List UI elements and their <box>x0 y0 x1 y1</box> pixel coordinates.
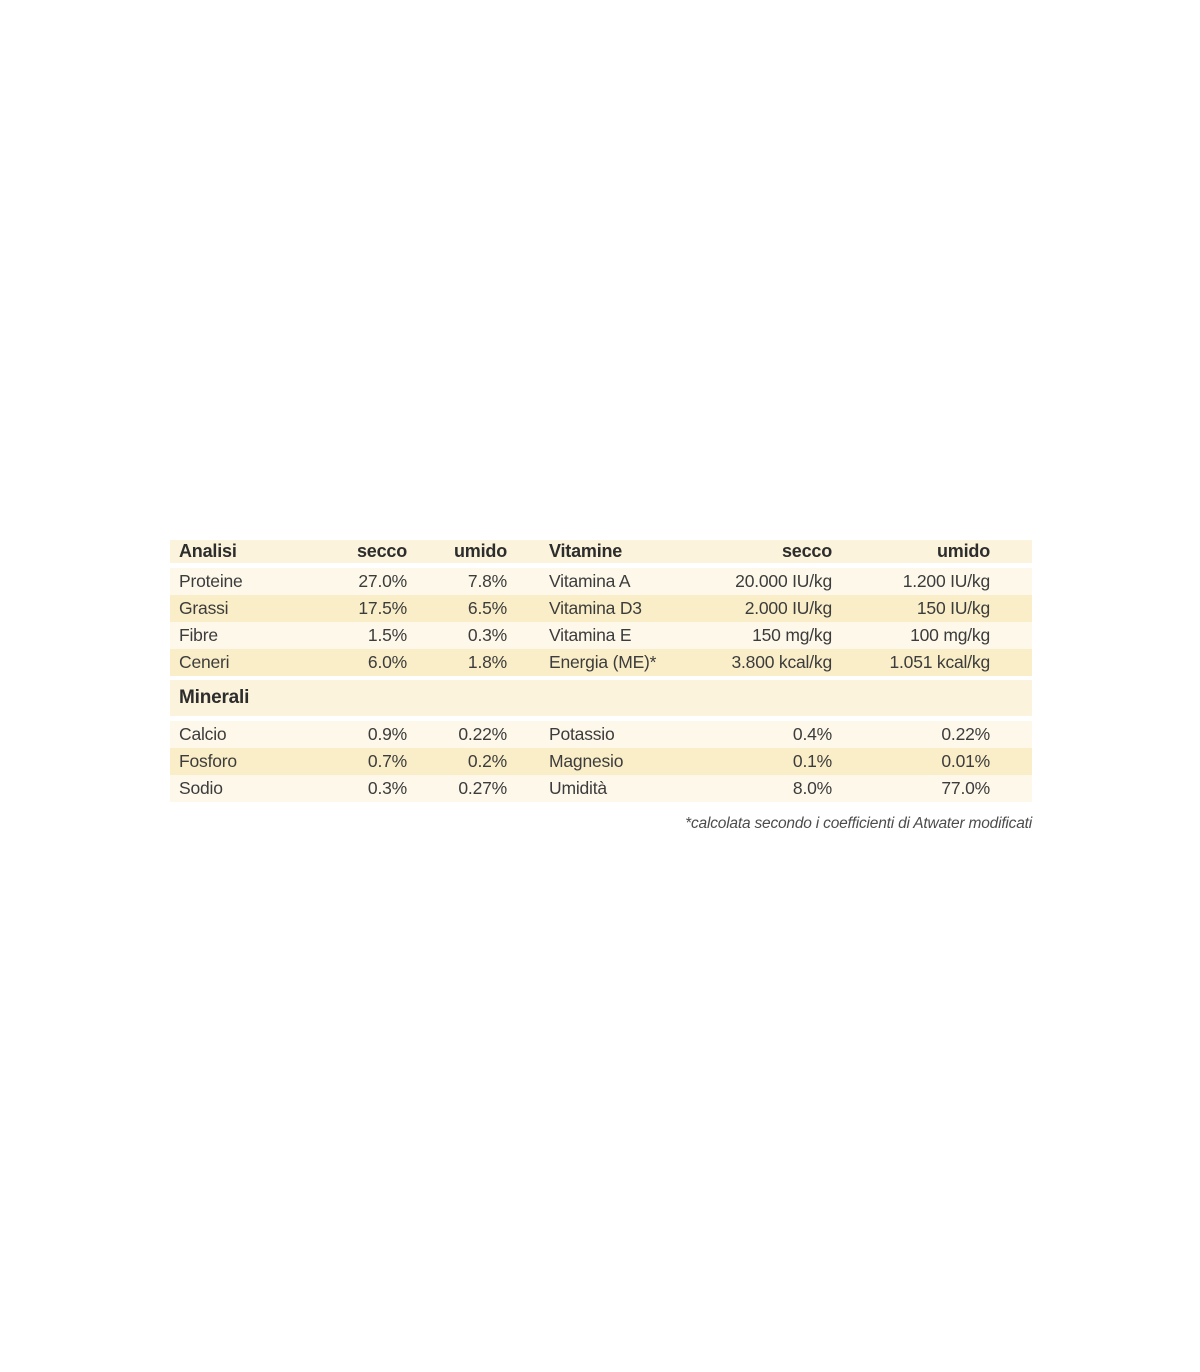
umido-value-right: 100 mg/kg <box>910 625 990 645</box>
column-header-umido-right: umido <box>937 541 990 561</box>
secco-value-right: 150 mg/kg <box>752 625 832 645</box>
umido-value: 0.27% <box>458 778 507 798</box>
table-row-sodio <box>170 775 1032 802</box>
row-label: Fibre <box>179 625 218 645</box>
row-label: Calcio <box>179 724 227 744</box>
secco-value: 6.0% <box>367 652 407 672</box>
table-header-row <box>170 540 1032 563</box>
column-header-secco-right: secco <box>781 541 832 561</box>
umido-value: 1.8% <box>467 652 507 672</box>
table-row-proteine <box>170 568 1032 595</box>
row-label-right: Vitamina D3 <box>549 598 642 618</box>
nutrition-table <box>170 540 1032 833</box>
section-title: Minerali <box>179 687 250 708</box>
secco-value-right: 3.800 kcal/kg <box>731 652 832 672</box>
table-row-fibre <box>170 622 1032 649</box>
umido-value-right: 77.0% <box>941 778 990 798</box>
table-row-grassi <box>170 595 1032 622</box>
umido-value-right: 0.01% <box>941 751 990 771</box>
secco-value: 0.9% <box>367 724 407 744</box>
secco-value-right: 0.4% <box>792 724 832 744</box>
row-label: Proteine <box>179 571 243 591</box>
row-label-right: Umidità <box>549 778 607 798</box>
umido-value-right: 1.051 kcal/kg <box>889 652 990 672</box>
secco-value: 0.7% <box>367 751 407 771</box>
row-label-right: Magnesio <box>549 751 624 771</box>
row-label-right: Potassio <box>549 724 615 744</box>
table-row-calcio <box>170 721 1032 748</box>
umido-value: 0.3% <box>467 625 507 645</box>
umido-value-right: 0.22% <box>941 724 990 744</box>
minerali-section-header <box>170 680 1032 716</box>
row-label: Fosforo <box>179 751 237 771</box>
secco-value-right: 0.1% <box>792 751 832 771</box>
umido-value-right: 150 IU/kg <box>916 598 990 618</box>
row-label-right: Vitamina A <box>549 571 631 591</box>
secco-value: 17.5% <box>358 598 407 618</box>
secco-value-right: 2.000 IU/kg <box>744 598 832 618</box>
row-label-right: Vitamina E <box>549 625 632 645</box>
table-row-fosforo <box>170 748 1032 775</box>
secco-value: 1.5% <box>367 625 407 645</box>
row-label: Ceneri <box>179 652 230 672</box>
umido-value: 0.22% <box>458 724 507 744</box>
secco-value: 27.0% <box>358 571 407 591</box>
column-header-secco-left: secco <box>356 541 407 561</box>
umido-value-right: 1.200 IU/kg <box>902 571 990 591</box>
secco-value-right: 8.0% <box>792 778 832 798</box>
row-label: Grassi <box>179 598 229 618</box>
column-header-analisi: Analisi <box>179 541 237 561</box>
column-header-umido-left: umido <box>454 541 507 561</box>
secco-value: 0.3% <box>367 778 407 798</box>
table-row-ceneri <box>170 649 1032 676</box>
row-label: Sodio <box>179 778 223 798</box>
umido-value: 6.5% <box>467 598 507 618</box>
umido-value: 0.2% <box>467 751 507 771</box>
secco-value-right: 20.000 IU/kg <box>735 571 832 591</box>
column-header-vitamine: Vitamine <box>549 541 623 561</box>
atwater-footnote: *calcolata secondo i coefficienti di Atwater modificati <box>685 815 1032 832</box>
umido-value: 7.8% <box>467 571 507 591</box>
row-label-right: Energia (ME)* <box>549 652 657 672</box>
